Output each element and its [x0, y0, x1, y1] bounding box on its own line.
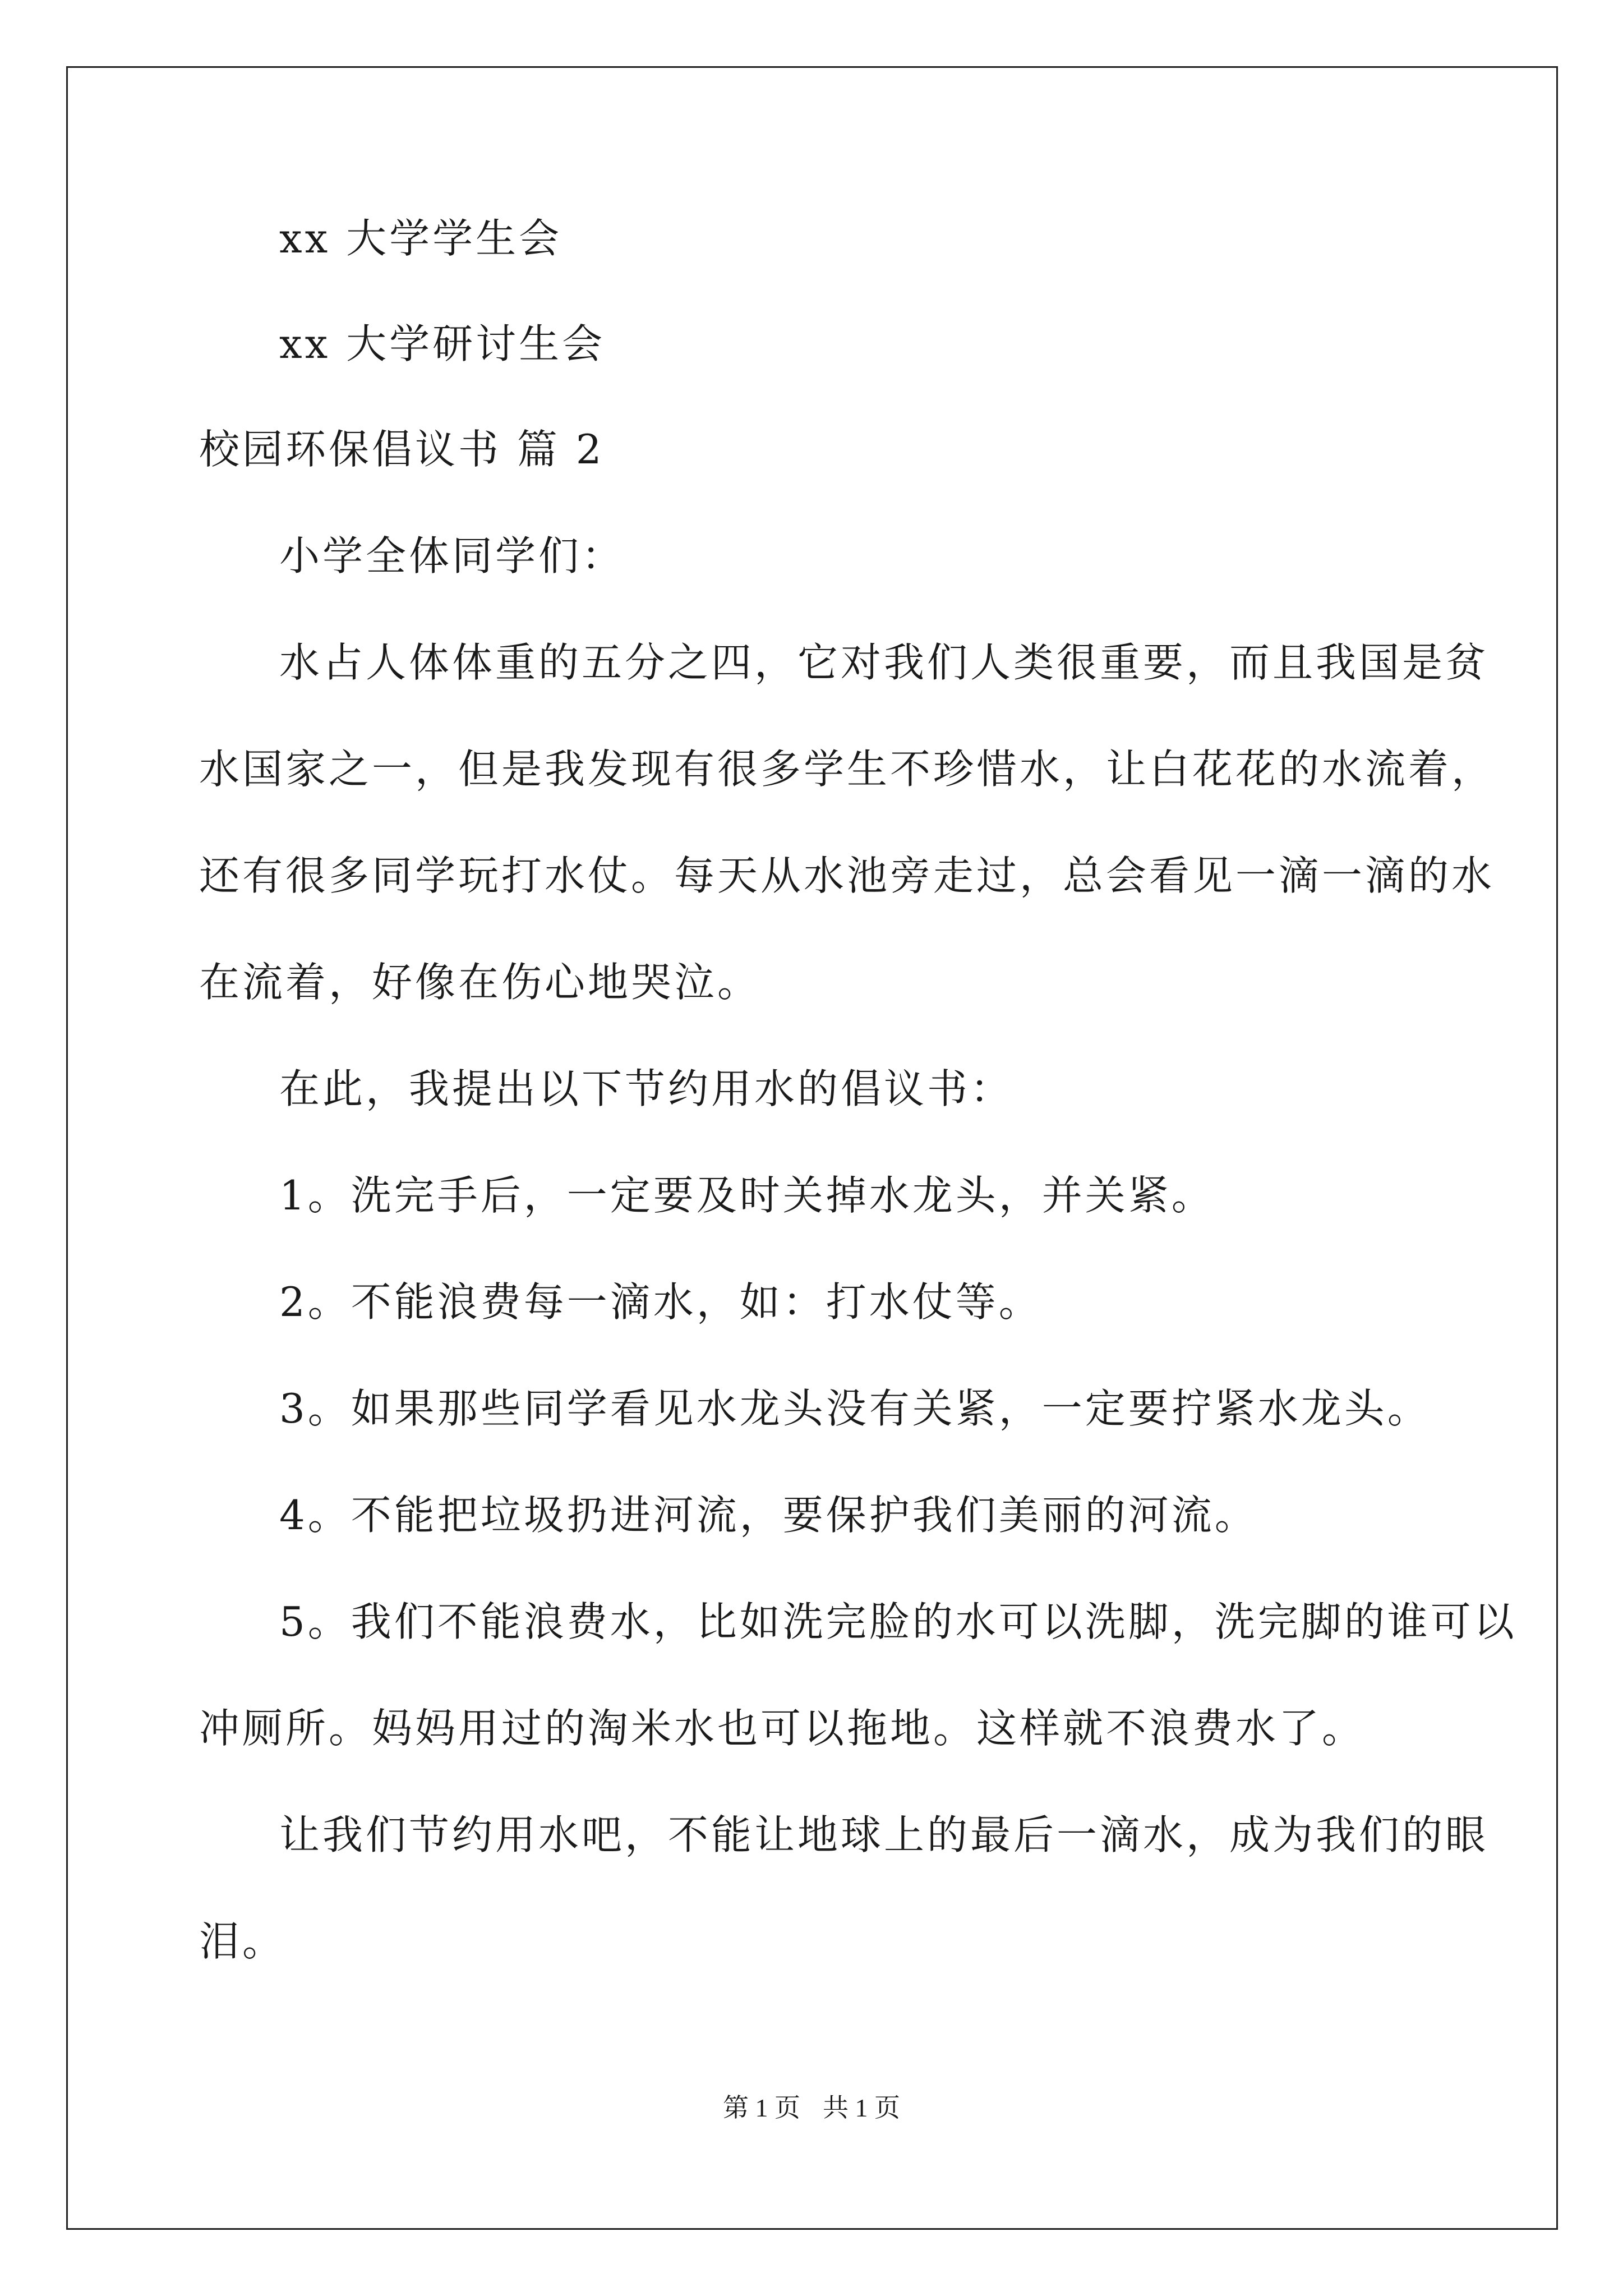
section-title: 校园环保倡议书 篇 2: [199, 426, 605, 473]
paragraph-line: 在流着，好像在伤心地哭泣。: [199, 959, 761, 1006]
list-item: 5。我们不能浪费水，比如洗完脸的水可以洗脚，洗完脚的谁可以: [279, 1598, 1517, 1645]
list-item: 3。如果那些同学看见水龙头没有关紧，一定要拧紧水龙头。: [279, 1385, 1431, 1432]
page-footer: [0, 2091, 1623, 2125]
page-total: 共 1 页: [823, 2093, 900, 2122]
list-item: 4。不能把垃圾扔进河流，要保护我们美丽的河流。: [279, 1492, 1258, 1539]
signature-line: xx 大学学生会: [279, 215, 562, 262]
page-border: [66, 66, 1558, 2230]
page-number: 第 1 页: [723, 2093, 800, 2122]
paragraph-line: 冲厕所。妈妈用过的淘米水也可以拖地。这样就不浪费水了。: [199, 1705, 1366, 1752]
paragraph-line: 还有很多同学玩打水仗。每天从水池旁走过，总会看见一滴一滴的水: [199, 852, 1495, 899]
paragraph-line: 在此，我提出以下节约用水的倡议书：: [279, 1065, 1014, 1112]
signature-line: xx 大学研讨生会: [279, 320, 606, 367]
list-item: 1。洗完手后，一定要及时关掉水龙头，并关紧。: [279, 1172, 1215, 1219]
paragraph-line: 泪。: [199, 1918, 286, 1965]
paragraph-line: 水占人体体重的五分之四，它对我们人类很重要，而且我国是贫: [279, 639, 1489, 686]
list-item: 2。不能浪费每一滴水，如：打水仗等。: [279, 1278, 1042, 1326]
greeting: 小学全体同学们：: [279, 532, 625, 579]
paragraph-line: 让我们节约用水吧，不能让地球上的最后一滴水，成为我们的眼: [279, 1811, 1489, 1858]
paragraph-line: 水国家之一，但是我发现有很多学生不珍惜水，让白花花的水流着，: [199, 746, 1495, 793]
